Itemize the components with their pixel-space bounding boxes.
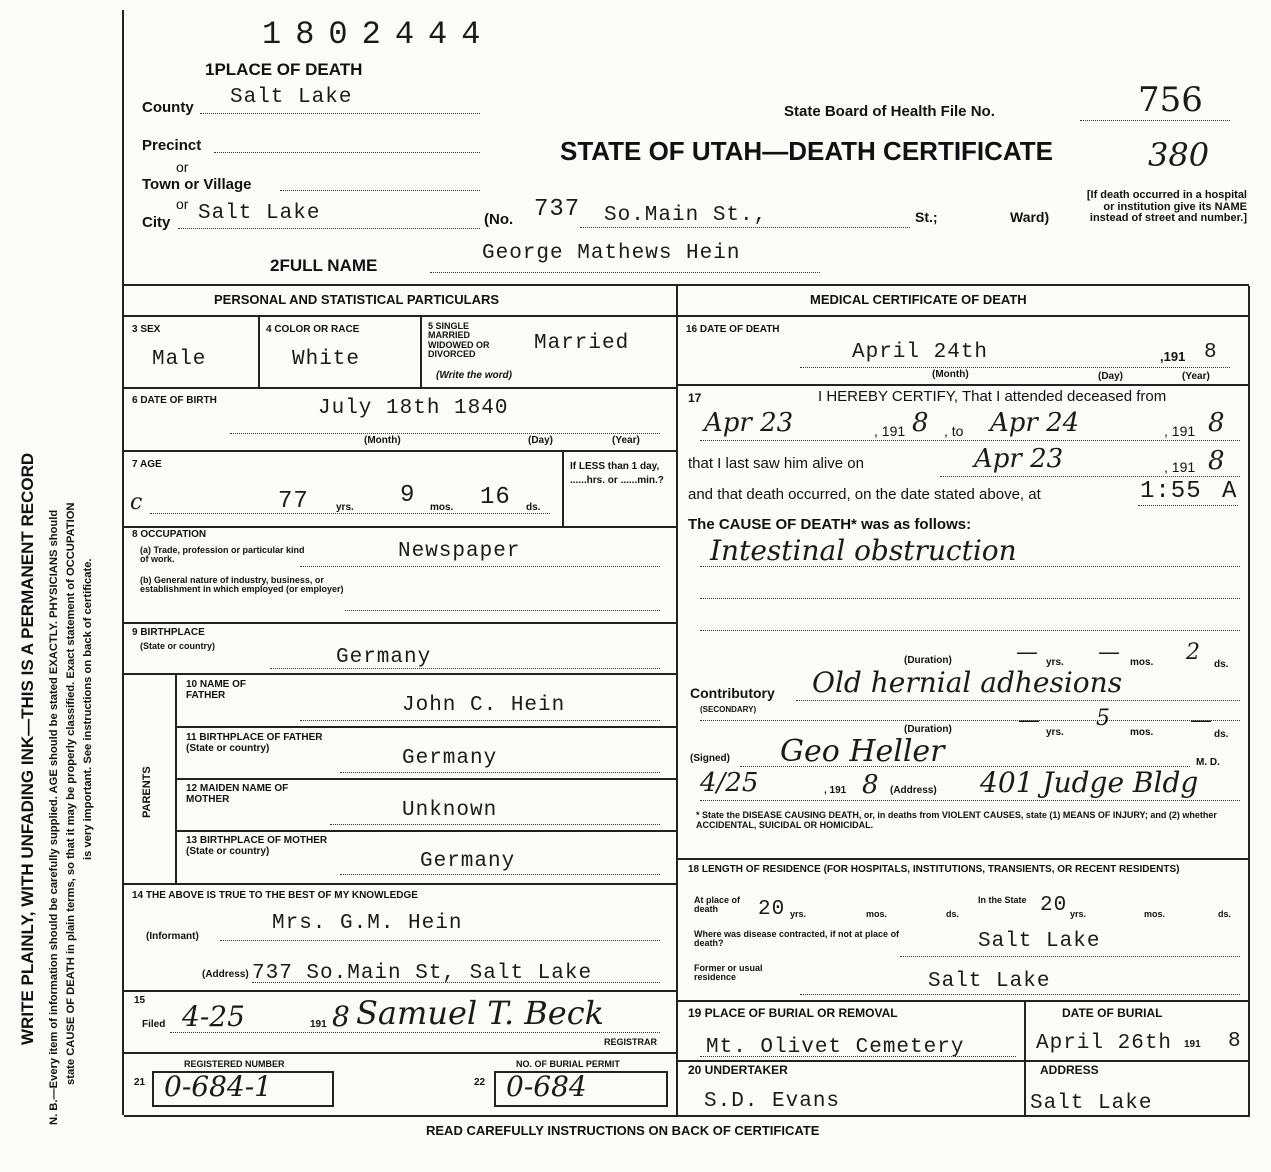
mother-value: Unknown: [402, 799, 498, 822]
father-birthplace-value: Germany: [402, 747, 498, 770]
or-1: or: [176, 159, 189, 175]
attended-from: Apr 23: [704, 408, 794, 438]
filed-year: 8: [332, 1000, 350, 1033]
color-value: White: [292, 348, 361, 371]
burial-permit-value: 0-684: [506, 1070, 587, 1103]
contrib-duration-label: (Duration): [904, 724, 952, 735]
registrar-label: REGISTRAR: [604, 1037, 658, 1047]
item-17: 17: [688, 391, 702, 405]
filed-year-prefix: 191: [310, 1019, 327, 1030]
right-border: [1248, 286, 1250, 1116]
st-label: St.;: [915, 209, 938, 225]
marital-note: (Write the word): [436, 370, 512, 381]
contracted-value: Salt Lake: [978, 930, 1101, 953]
dob-month-label: (Month): [364, 435, 401, 446]
age-yrs-label: yrs.: [336, 502, 354, 513]
occupation-label: 8 OCCUPATION: [132, 529, 207, 540]
death-time: 1:55: [1140, 478, 1202, 505]
dob-year-label: (Year): [612, 435, 640, 446]
from-year: 8: [912, 408, 929, 438]
contributory-label: Contributory: [690, 685, 775, 701]
sidebar-line-1: WRITE PLAINLY, WITH UNFADING INK—THIS IS A PERMANENT RECORD: [18, 452, 37, 1045]
marital-value: Married: [534, 332, 630, 355]
burial-date-value: April 26th: [1036, 1032, 1173, 1055]
no-label: (No.: [484, 211, 514, 228]
reg-number-value: 0-684-1: [164, 1070, 272, 1103]
item-22: 22: [474, 1077, 486, 1088]
or-2: or: [176, 196, 189, 212]
contrib-duration-mos: 5: [1096, 706, 1110, 731]
bottom-border: [124, 1115, 1250, 1117]
signed-year: 8: [862, 770, 879, 800]
place-yrs-label: yrs.: [790, 909, 807, 919]
age-days: 16: [480, 484, 511, 511]
item-15: 15: [134, 995, 146, 1006]
secondary-label: (SECONDARY): [700, 705, 757, 714]
to-label: , to: [944, 423, 964, 439]
birthplace-sub: (State or country): [140, 641, 216, 651]
last-saw-text: that I last saw him alive on: [688, 455, 864, 472]
state-yrs-label: yrs.: [1070, 909, 1087, 919]
county-label: County: [142, 99, 194, 116]
marital-label: 5 SINGLE MARRIED WIDOWED OR DIVORCED: [428, 321, 490, 360]
age-months: 9: [400, 482, 416, 509]
death-year-value: 8: [1204, 341, 1218, 364]
signed-label: (Signed): [690, 753, 730, 764]
item-21: 21: [134, 1077, 146, 1088]
in-state-label: In the State: [978, 895, 1027, 905]
cause-duration-mos: —: [1098, 640, 1120, 665]
sidebar-line-4: is very important. See instructions on back of certificate.: [82, 558, 94, 860]
county-value: Salt Lake: [230, 86, 353, 109]
city-label: City: [142, 214, 171, 231]
city-value: Salt Lake: [198, 202, 321, 225]
death-year-label: (Year): [1182, 371, 1210, 382]
contracted-label: Where was disease contracted, if not at place of death?: [694, 929, 900, 949]
cause-mos-label: mos.: [1130, 657, 1154, 668]
cause-ds-label: ds.: [1214, 659, 1229, 670]
death-day-label: (Day): [1098, 371, 1124, 382]
state-years: 20: [1040, 894, 1068, 917]
age-mos-label: mos.: [430, 502, 454, 513]
father-birthplace-label: 11 BIRTHPLACE OF FATHER (State or country): [186, 732, 323, 754]
burial-year-prefix: 191: [1184, 1039, 1201, 1050]
father-label: 10 NAME OF FATHER: [186, 679, 247, 701]
former-residence: Salt Lake: [928, 970, 1051, 993]
contrib-ds-label: ds.: [1214, 729, 1229, 740]
occupation-value: Newspaper: [398, 540, 521, 563]
attended-to: Apr 24: [990, 408, 1080, 438]
handwritten-corner: 380: [1148, 136, 1210, 174]
section-top-border: [124, 284, 1249, 286]
at-place-label: At place of death: [694, 895, 741, 915]
state-mos-label: mos.: [1144, 909, 1166, 919]
street-value: So.Main St.,: [604, 204, 768, 227]
death-year-prefix: ,191: [1160, 349, 1186, 364]
cause-label: The CAUSE OF DEATH* was as follows:: [688, 516, 972, 533]
footer-instructions: READ CAREFULLY INSTRUCTIONS ON BACK OF CERTIFICATE: [426, 1123, 820, 1138]
death-month-label: (Month): [932, 369, 969, 380]
age-label: 7 AGE: [132, 459, 162, 470]
undertaker-address-value: Salt Lake: [1030, 1092, 1153, 1115]
sidebar-line-2: N. B.—Every item of information should be carefully supplied. AGE should be stated EXACTLY. PHYSICIANS should: [48, 509, 60, 1125]
cause-duration-ds: 2: [1186, 640, 1200, 665]
ward-label: Ward): [1010, 209, 1050, 225]
date-of-death-label: 16 DATE OF DEATH: [686, 324, 780, 335]
informant-address-value: 737 So.Main St, Salt Lake: [252, 962, 593, 985]
residence-label: 18 LENGTH OF RESIDENCE (FOR HOSPITALS, INSTITUTIONS, TRANSIENTS, OR RECENT RESIDENTS): [688, 864, 1180, 875]
md-label: M. D.: [1196, 757, 1220, 768]
sex-value: Male: [152, 348, 207, 371]
filed-label: Filed: [142, 1019, 166, 1030]
contrib-duration-yrs: —: [1018, 708, 1040, 733]
occupation-a: (a) Trade, profession or particular kind of work.: [140, 545, 305, 565]
signed-date: 4/25: [700, 768, 759, 798]
serial-number: 1802444: [262, 16, 495, 53]
last-saw-year: 8: [1208, 446, 1225, 476]
physician-address-label: (Address): [890, 785, 937, 796]
section-divider: [676, 286, 678, 1116]
year-191-c: , 191: [1164, 459, 1196, 475]
personal-section-title: PERSONAL AND STATISTICAL PARTICULARS: [214, 292, 500, 307]
age-ds-label: ds.: [526, 502, 541, 513]
dob-value: July 18th 1840: [318, 397, 509, 420]
hospital-note: [If death occurred in a hospital or institution give its NAME instead of street and number.]: [1086, 189, 1247, 225]
father-value: John C. Hein: [402, 694, 566, 717]
place-ds-label: ds.: [946, 909, 960, 919]
title: STATE OF UTAH—DEATH CERTIFICATE: [560, 136, 1053, 166]
year-191-b: , 191: [1164, 423, 1196, 439]
physician-signature: Geo Heller: [780, 734, 945, 769]
true-label: 14 THE ABOVE IS TRUE TO THE BEST OF MY KNOWLEDGE: [132, 890, 418, 901]
sidebar-instructions: [10, 40, 100, 1150]
street-no: 737: [534, 196, 581, 223]
informant-label: (Informant): [146, 931, 199, 942]
undertaker-address-label: ADDRESS: [1040, 1063, 1099, 1077]
birthplace-value: Germany: [336, 646, 432, 669]
informant-value: Mrs. G.M. Hein: [272, 912, 463, 935]
age-years: 77: [278, 488, 309, 515]
age-less-label: If LESS than 1 day, ......hrs. or ......min.?: [570, 461, 664, 486]
left-border: [122, 10, 124, 1115]
state-ds-label: ds.: [1218, 909, 1232, 919]
cause-duration-label: (Duration): [904, 655, 952, 666]
undertaker-label: 20 UNDERTAKER: [688, 1063, 788, 1077]
footnote: * State the DISEASE CAUSING DEATH, or, in deaths from VIOLENT CAUSES, state (1) MEANS OF INJURY; and (2) whether ACCIDENTAL, SUICIDAL OR HOMICIDAL.: [696, 810, 1217, 831]
dob-label: 6 DATE OF BIRTH: [132, 395, 217, 406]
precinct-label: Precinct: [142, 137, 202, 154]
contrib-duration-ds: —: [1190, 708, 1212, 733]
cause-yrs-label: yrs.: [1046, 657, 1064, 668]
burial-date-label: DATE OF BURIAL: [1062, 1006, 1163, 1020]
filed-date: 4-25: [182, 1000, 245, 1033]
mother-label: 12 MAIDEN NAME OF MOTHER: [186, 783, 289, 805]
date-of-death-value: April 24th: [852, 341, 989, 364]
reg-number-label: REGISTERED NUMBER: [184, 1059, 285, 1069]
burial-place-label: 19 PLACE OF BURIAL OR REMOVAL: [688, 1006, 898, 1020]
contrib-yrs-label: yrs.: [1046, 727, 1064, 738]
year-191-a: , 191: [874, 423, 906, 439]
last-saw-value: Apr 23: [974, 444, 1064, 474]
sex-label: 3 SEX: [132, 324, 161, 335]
cause-duration-yrs: —: [1016, 640, 1038, 665]
place-years: 20: [758, 898, 786, 921]
contributory-value: Old hernial adhesions: [812, 666, 1123, 699]
town-label: Town or Village: [142, 176, 252, 193]
signed-year-prefix: , 191: [824, 785, 847, 796]
contrib-mos-label: mos.: [1130, 727, 1154, 738]
to-year: 8: [1208, 408, 1225, 438]
death-occurred-text: and that death occurred, on the date stated above, at: [688, 486, 1041, 503]
age-mark: c: [130, 490, 143, 515]
death-ampm: A: [1222, 478, 1238, 505]
former-label: Former or usual residence: [694, 963, 763, 983]
parents-label: PARENTS: [141, 766, 153, 818]
full-name-label: 2FULL NAME: [270, 256, 378, 275]
color-label: 4 COLOR OR RACE: [266, 324, 360, 335]
burial-permit-label: NO. OF BURIAL PERMIT: [516, 1059, 620, 1069]
burial-place-value: Mt. Olivet Cemetery: [706, 1036, 965, 1059]
certify-text: I HEREBY CERTIFY, That I attended deceased from: [818, 388, 1167, 405]
dob-day-label: (Day): [528, 435, 554, 446]
physician-address: 401 Judge Bldg: [980, 766, 1199, 799]
burial-year-value: 8: [1228, 1030, 1242, 1053]
place-of-death-label: 1PLACE OF DEATH: [205, 60, 363, 79]
undertaker-value: S.D. Evans: [704, 1090, 841, 1113]
cause-value: Intestinal obstruction: [710, 534, 1017, 567]
registrar-signature: Samuel T. Beck: [356, 994, 605, 1032]
occupation-b: (b) General nature of industry, business, or establishment in which employed (or employer): [140, 575, 344, 595]
informant-address-label: (Address): [202, 969, 249, 980]
sidebar-line-3: state CAUSE OF DEATH in plain terms, so that it may be properly classified. Exact statement of OCCUPATION: [65, 502, 77, 1085]
mother-birthplace-label: 13 BIRTHPLACE OF MOTHER (State or country): [186, 835, 328, 857]
full-name-value: George Mathews Hein: [482, 242, 741, 265]
birthplace-label: 9 BIRTHPLACE: [132, 627, 205, 638]
file-no-value: 756: [1138, 80, 1203, 120]
place-mos-label: mos.: [866, 909, 888, 919]
file-no-label: State Board of Health File No.: [784, 103, 995, 120]
medical-section-title: MEDICAL CERTIFICATE OF DEATH: [810, 292, 1027, 307]
mother-birthplace-value: Germany: [420, 850, 516, 873]
